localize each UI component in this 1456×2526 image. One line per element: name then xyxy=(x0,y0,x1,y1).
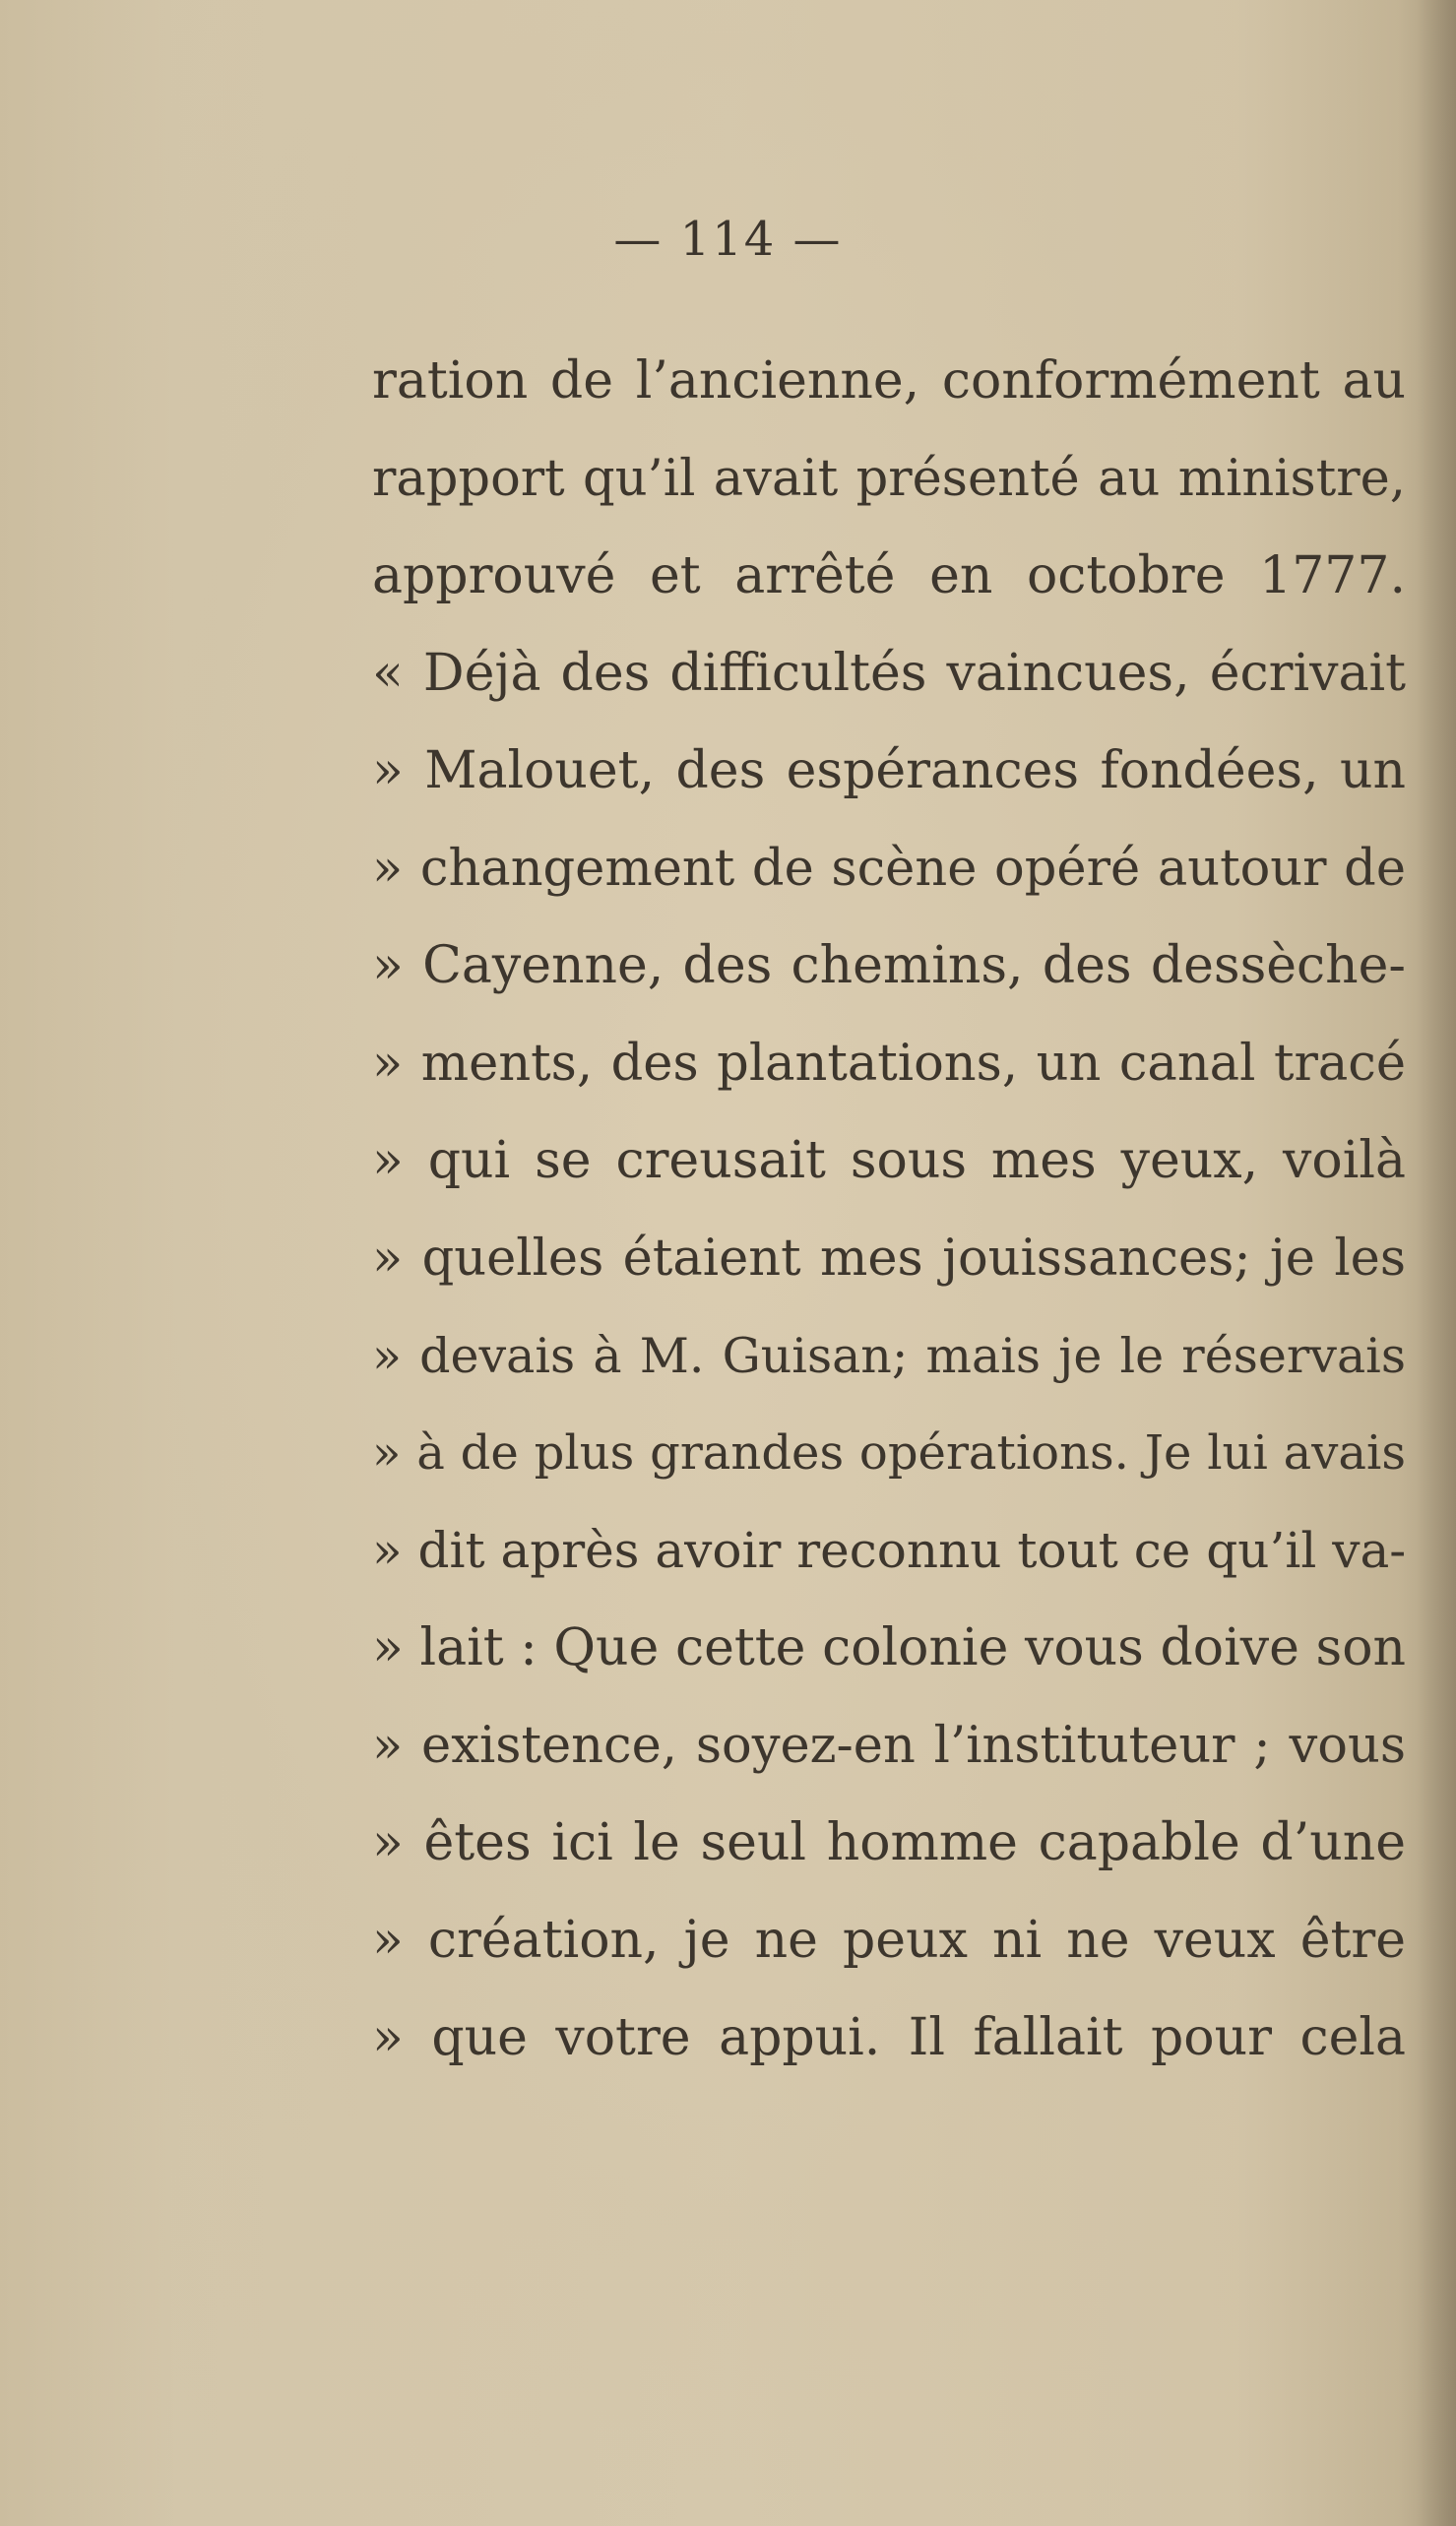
text-line: rapport qu’il avait présenté au ministre, xyxy=(372,450,1406,508)
text-line: » lait : Que cette colonie vous doive son xyxy=(372,1618,1406,1677)
text-line: approuvé et arrêté en octobre 1777. xyxy=(372,546,1406,605)
text-line: » Cayenne, des chemins, des dessèche- xyxy=(372,936,1406,995)
text-line: » changement de scène opéré autour de xyxy=(372,840,1406,898)
page-edge-shadow xyxy=(1417,0,1456,2526)
text-line: » à de plus grandes opérations. Je lui avais xyxy=(372,1425,1406,1481)
text-line: » êtes ici le seul homme capable d’une xyxy=(372,1813,1406,1872)
page-number: — 114 — xyxy=(613,212,843,267)
text-line: » ments, des plantations, un canal tracé xyxy=(372,1035,1406,1093)
text-line: » existence, soyez-en l’instituteur ; vous xyxy=(372,1717,1406,1775)
text-line: » dit après avoir reconnu tout ce qu’il va- xyxy=(372,1522,1407,1579)
text-line: « Déjà des difficultés vaincues, écrivait xyxy=(372,644,1406,703)
text-line: » Malouet, des espérances fondées, un xyxy=(372,741,1406,800)
text-line: » création, je ne peux ni ne veux être xyxy=(372,1911,1406,1970)
body-text xyxy=(372,333,1406,2087)
text-line: ration de l’ancienne, conformément au xyxy=(372,351,1406,410)
text-line: » que votre appui. Il fallait pour cela xyxy=(372,2008,1406,2067)
text-line: » quelles étaient mes jouissances; je les xyxy=(372,1230,1406,1288)
text-line: » devais à M. Guisan; mais je le réservais xyxy=(372,1328,1406,1384)
text-line: » qui se creusait sous mes yeux, voilà xyxy=(372,1131,1406,1190)
